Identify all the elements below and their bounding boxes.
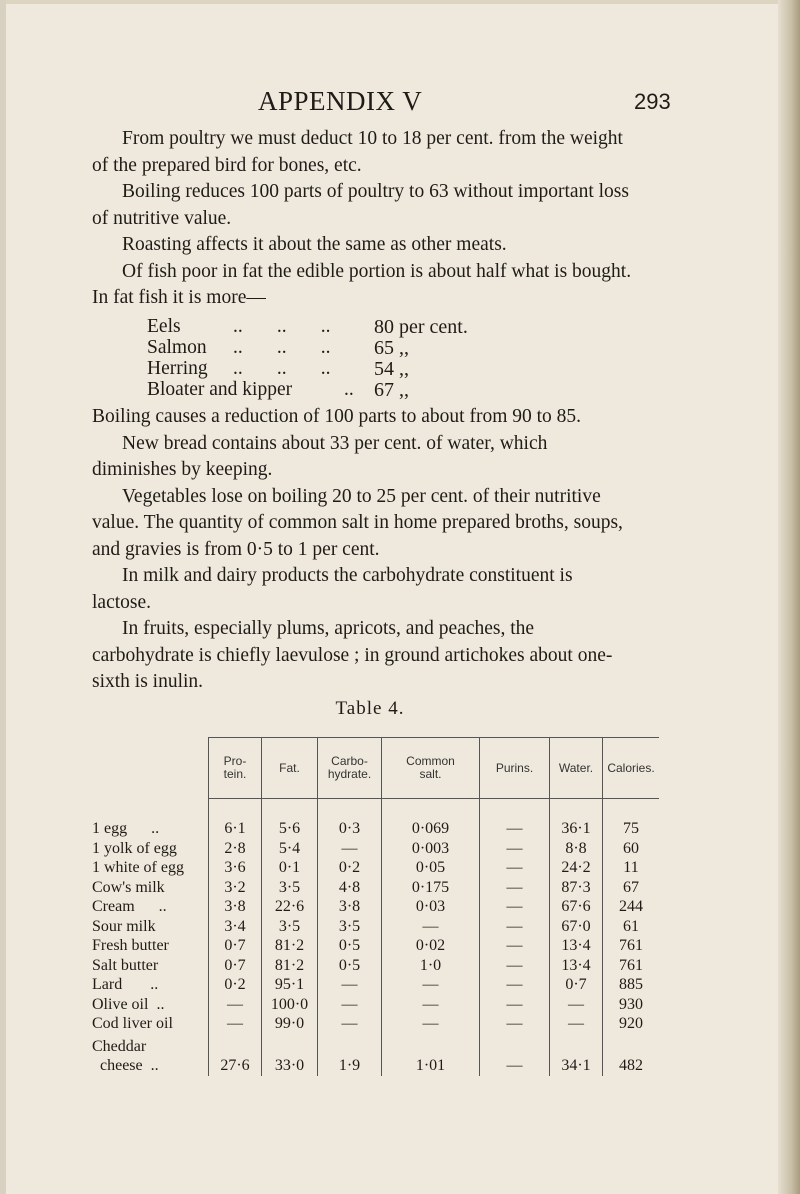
- paragraph-milk: In milk and dairy products the carbohydrate constituent is lactose.: [92, 565, 573, 613]
- salt-cell: 0·069: [382, 819, 480, 839]
- fat-cell: 100·0: [262, 995, 318, 1015]
- fish-value: 80 per cent.: [374, 316, 468, 338]
- carbohydrate-cell: 1·9: [318, 1034, 382, 1076]
- leader-dots: .. .. ..: [233, 337, 331, 358]
- water-cell: —: [550, 1014, 603, 1034]
- water-cell: 0·7: [550, 975, 603, 995]
- table-row: [92, 1034, 659, 1076]
- salt-cell: 0·05: [382, 858, 480, 878]
- calories-cell: 244: [603, 897, 660, 917]
- leader-dots: .. .. ..: [233, 358, 331, 379]
- paragraph-boiling-poultry: Boiling reduces 100 parts of poultry to 63 without important loss of nutritive value.: [92, 181, 629, 229]
- column-header-common-salt: Common salt.: [382, 738, 480, 799]
- salt-cell: —: [382, 1014, 480, 1034]
- list-item: [147, 337, 547, 358]
- calories-cell: 60: [603, 839, 660, 859]
- salt-cell: 0·003: [382, 839, 480, 859]
- column-header-calories: Calories.: [603, 738, 660, 799]
- table-row-label: [92, 1034, 209, 1076]
- purins-cell: —: [480, 878, 550, 898]
- protein-cell: 0·2: [209, 975, 262, 995]
- table-row: [92, 819, 659, 839]
- table-row-label: Cow's milk: [92, 878, 209, 898]
- table-row-label: Sour milk: [92, 917, 209, 937]
- page-number: 293: [634, 89, 671, 114]
- carbohydrate-cell: —: [318, 839, 382, 859]
- purins-cell: —: [480, 1014, 550, 1034]
- table-row: [92, 956, 659, 976]
- water-cell: 13·4: [550, 936, 603, 956]
- carbohydrate-cell: 3·5: [318, 917, 382, 937]
- carbohydrate-cell: —: [318, 1014, 382, 1034]
- table-row: [92, 897, 659, 917]
- water-cell: 67·0: [550, 917, 603, 937]
- table-row-label: 1 yolk of egg: [92, 839, 209, 859]
- table-row-label: Fresh butter: [92, 936, 209, 956]
- water-cell: —: [550, 995, 603, 1015]
- row-label-line: cheese ..: [92, 1057, 159, 1074]
- column-header-fat: Fat.: [262, 738, 318, 799]
- page-header: [0, 78, 780, 118]
- carbohydrate-cell: 0·5: [318, 956, 382, 976]
- purins-cell: —: [480, 995, 550, 1015]
- paragraph-fruits: In fruits, especially plums, apricots, and peaches, the carbohydrate is chiefly laevulose ; in ground artichokes about one-sixth is inulin.: [92, 618, 613, 692]
- table-row: [92, 936, 659, 956]
- protein-cell: 3·8: [209, 897, 262, 917]
- water-cell: 87·3: [550, 878, 603, 898]
- table-row-label: Cod liver oil: [92, 1014, 209, 1034]
- paragraph-vegetables: Vegetables lose on boiling 20 to 25 per cent. of their nutritive value. The quantity of common salt in home prepared broths, soups, and gravies is from 0·5 to 1 per cent.: [92, 485, 623, 560]
- intro-paragraphs: [92, 126, 632, 312]
- carbohydrate-cell: 3·8: [318, 897, 382, 917]
- carbohydrate-cell: 4·8: [318, 878, 382, 898]
- column-header-protein: Pro- tein.: [209, 738, 262, 799]
- table-row: [92, 858, 659, 878]
- carbohydrate-cell: 0·5: [318, 936, 382, 956]
- fish-name: Eels: [147, 316, 181, 337]
- water-cell: 8·8: [550, 839, 603, 859]
- purins-cell: —: [480, 1034, 550, 1076]
- protein-cell: 27·6: [209, 1034, 262, 1076]
- carbohydrate-cell: —: [318, 995, 382, 1015]
- salt-cell: —: [382, 917, 480, 937]
- protein-cell: 3·2: [209, 878, 262, 898]
- salt-cell: —: [382, 995, 480, 1015]
- table-row-label: 1 egg ..: [92, 819, 209, 839]
- list-item: [147, 379, 547, 400]
- running-title: APPENDIX V: [258, 86, 423, 116]
- paragraph-bread: New bread contains about 33 per cent. of water, which diminishes by keeping.: [92, 432, 548, 480]
- fat-cell: 81·2: [262, 956, 318, 976]
- fat-cell: 3·5: [262, 917, 318, 937]
- purins-cell: —: [480, 839, 550, 859]
- list-item: [147, 316, 547, 337]
- table-row: [92, 878, 659, 898]
- calories-cell: 482: [603, 1034, 660, 1076]
- calories-cell: 67: [603, 878, 660, 898]
- calories-cell: 61: [603, 917, 660, 937]
- row-label-line: Cheddar: [92, 1037, 147, 1055]
- fish-list: [147, 316, 547, 400]
- body-paragraphs: [92, 404, 632, 696]
- purins-cell: —: [480, 819, 550, 839]
- water-cell: 36·1: [550, 819, 603, 839]
- carbohydrate-cell: 0·3: [318, 819, 382, 839]
- water-cell: 34·1: [550, 1034, 603, 1076]
- column-header-purins: Purins.: [480, 738, 550, 799]
- fat-cell: 22·6: [262, 897, 318, 917]
- carbohydrate-cell: —: [318, 975, 382, 995]
- water-cell: 24·2: [550, 858, 603, 878]
- purins-cell: —: [480, 956, 550, 976]
- table-row-label: Cream ..: [92, 897, 209, 917]
- page-top-edge: [0, 0, 800, 4]
- fat-cell: 95·1: [262, 975, 318, 995]
- calories-cell: 885: [603, 975, 660, 995]
- fat-cell: 33·0: [262, 1034, 318, 1076]
- salt-cell: 0·02: [382, 936, 480, 956]
- paragraph-boiling-fish: Boiling causes a reduction of 100 parts to about from 90 to 85.: [92, 406, 582, 427]
- fat-cell: 99·0: [262, 1014, 318, 1034]
- table-row: [92, 917, 659, 937]
- paragraph-poultry-bones: From poultry we must deduct 10 to 18 per cent. from the weight of the prepared bird for bones, etc.: [92, 128, 623, 176]
- leader-dots: .. .. ..: [233, 316, 331, 337]
- nutrition-table: [92, 737, 659, 1076]
- table-row-label: Olive oil ..: [92, 995, 209, 1015]
- calories-cell: 920: [603, 1014, 660, 1034]
- calories-cell: 75: [603, 819, 660, 839]
- table-row-label: 1 white of egg: [92, 858, 209, 878]
- table-row: [92, 839, 659, 859]
- table-row-label: Salt butter: [92, 956, 209, 976]
- fat-cell: 0·1: [262, 858, 318, 878]
- table-title: Table 4.: [335, 698, 405, 719]
- salt-cell: 1·0: [382, 956, 480, 976]
- salt-cell: 0·03: [382, 897, 480, 917]
- purins-cell: —: [480, 975, 550, 995]
- table-row: [92, 975, 659, 995]
- protein-cell: 2·8: [209, 839, 262, 859]
- column-header-blank: [92, 738, 209, 799]
- purins-cell: —: [480, 897, 550, 917]
- protein-cell: 0·7: [209, 956, 262, 976]
- calories-cell: 930: [603, 995, 660, 1015]
- page-right-edge: [778, 0, 800, 1194]
- table-row: [92, 1014, 659, 1034]
- purins-cell: —: [480, 936, 550, 956]
- fish-value: 67 ,,: [374, 379, 409, 401]
- fish-value: 65 ,,: [374, 337, 409, 359]
- fat-cell: 3·5: [262, 878, 318, 898]
- table-row: [92, 995, 659, 1015]
- protein-cell: 0·7: [209, 936, 262, 956]
- calories-cell: 761: [603, 936, 660, 956]
- table-row-label: Lard ..: [92, 975, 209, 995]
- column-header-water: Water.: [550, 738, 603, 799]
- fat-cell: 81·2: [262, 936, 318, 956]
- protein-cell: 6·1: [209, 819, 262, 839]
- salt-cell: 0·175: [382, 878, 480, 898]
- calories-cell: 11: [603, 858, 660, 878]
- water-cell: 67·6: [550, 897, 603, 917]
- list-item: [147, 358, 547, 379]
- fish-name: Bloater and kipper: [147, 379, 293, 400]
- fat-cell: 5·6: [262, 819, 318, 839]
- fish-name: Herring: [147, 358, 208, 379]
- calories-cell: 761: [603, 956, 660, 976]
- paragraph-roasting: Roasting affects it about the same as other meats.: [122, 234, 507, 255]
- table-header-row: [92, 738, 659, 799]
- purins-cell: —: [480, 917, 550, 937]
- leader-dots: ..: [344, 379, 354, 400]
- table-spacer-row: [92, 799, 659, 820]
- column-header-carbohydrate: Carbo- hydrate.: [318, 738, 382, 799]
- fish-value: 54 ,,: [374, 358, 409, 380]
- purins-cell: —: [480, 858, 550, 878]
- paragraph-fish: Of fish poor in fat the edible portion is about half what is bought. In fat fish it is more—: [92, 260, 632, 308]
- water-cell: 13·4: [550, 956, 603, 976]
- carbohydrate-cell: 0·2: [318, 858, 382, 878]
- protein-cell: —: [209, 995, 262, 1015]
- fish-name: Salmon: [147, 337, 207, 358]
- salt-cell: —: [382, 975, 480, 995]
- fat-cell: 5·4: [262, 839, 318, 859]
- page-left-edge: [0, 0, 6, 1194]
- protein-cell: 3·4: [209, 917, 262, 937]
- salt-cell: 1·01: [382, 1034, 480, 1076]
- protein-cell: —: [209, 1014, 262, 1034]
- protein-cell: 3·6: [209, 858, 262, 878]
